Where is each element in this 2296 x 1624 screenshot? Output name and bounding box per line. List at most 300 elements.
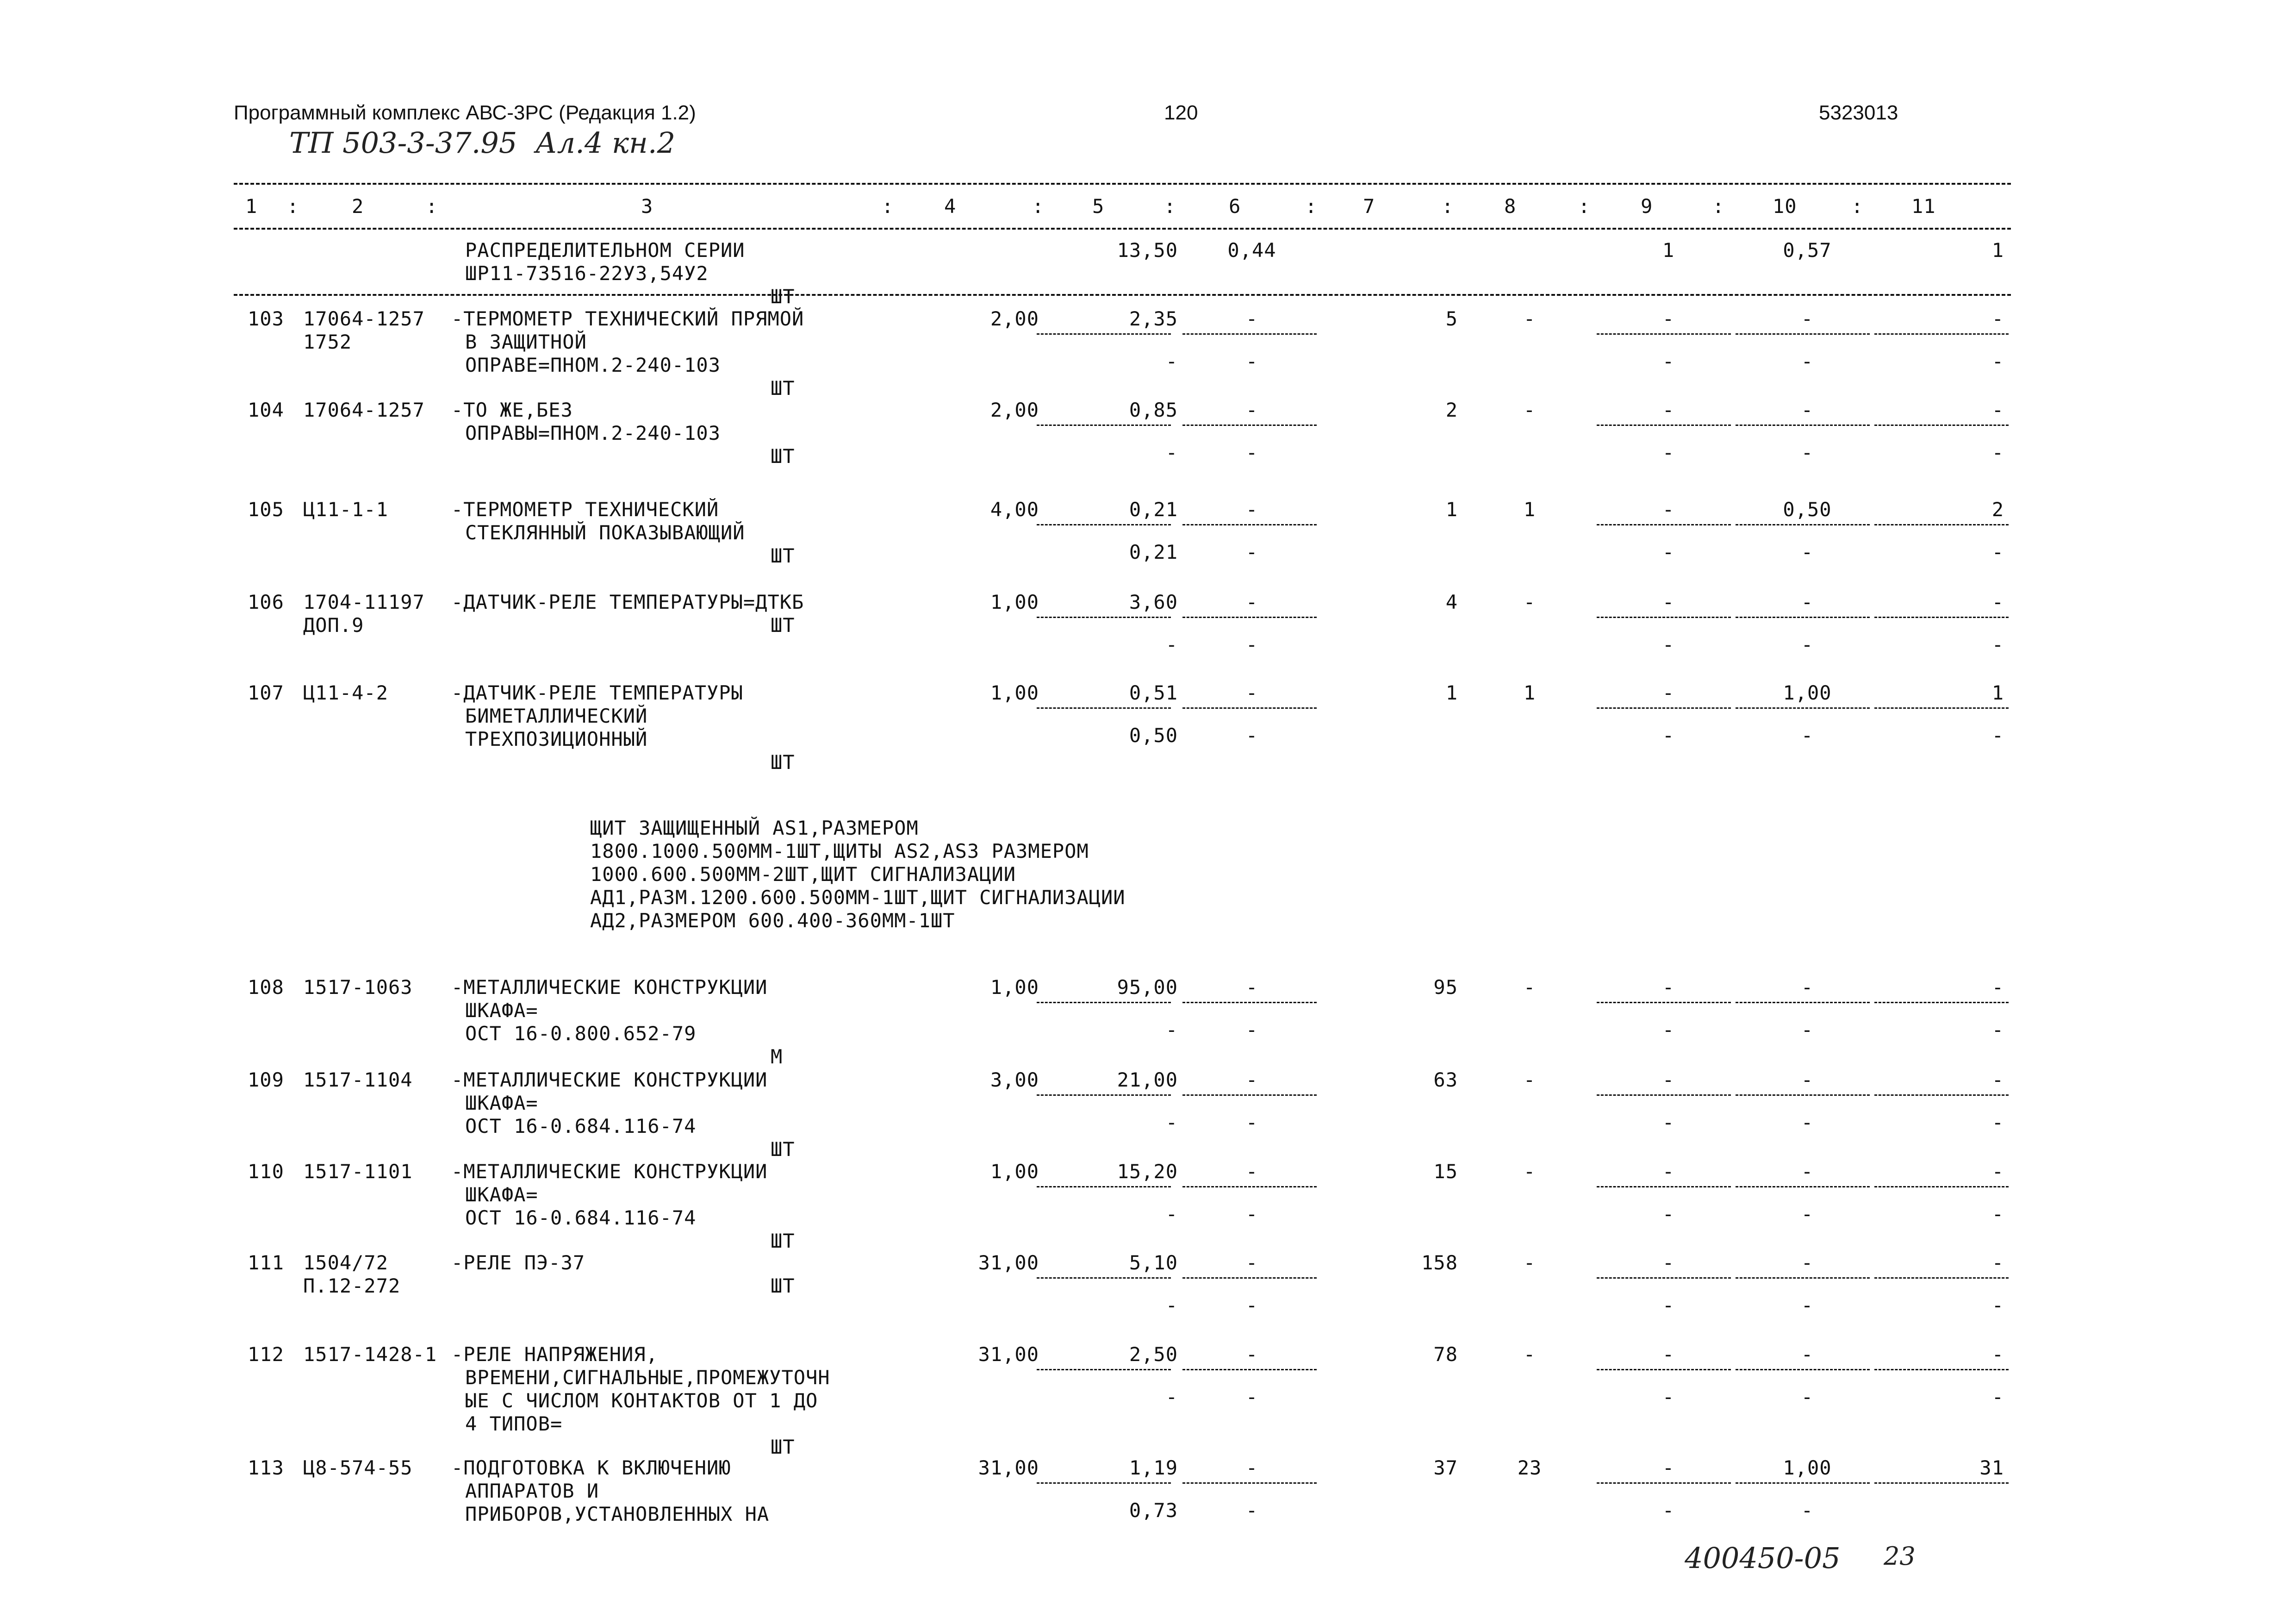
item-code: 17064-1257 xyxy=(303,307,425,330)
cell-c9: - xyxy=(1662,399,1675,421)
cell-rule xyxy=(1182,1094,1317,1096)
cell-c8: - xyxy=(1523,591,1536,613)
cell-c10b: - xyxy=(1801,633,1814,656)
cell-c7: 37 xyxy=(1433,1456,1458,1479)
item-description-line: -ДАТЧИК-РЕЛЕ ТЕМПЕРАТУРЫ xyxy=(451,681,743,704)
item-description-line: ЫЕ С ЧИСЛОМ КОНТАКТОВ ОТ 1 ДО xyxy=(465,1389,818,1412)
cell-c6: - xyxy=(1245,399,1258,421)
item-description-line: СТЕКЛЯННЫЙ ПОКАЗЫВАЮЩИЙ xyxy=(465,521,745,544)
item-description-line: ШР11-73516-22У3,54У2 xyxy=(465,262,709,285)
cell-c11b: - xyxy=(1991,441,2004,464)
row-number: 104 xyxy=(248,399,284,421)
cell-rule xyxy=(1736,333,1870,335)
cell-c10: - xyxy=(1801,591,1814,613)
cell-c4: 1,00 xyxy=(990,681,1039,704)
cell-c8: - xyxy=(1523,307,1536,330)
cell-c6: - xyxy=(1245,681,1258,704)
cell-c4: 3,00 xyxy=(990,1068,1039,1091)
cell-c10b: - xyxy=(1801,1499,1814,1522)
column-header-cell: 10 xyxy=(1773,195,1797,218)
item-code: 1517-1101 xyxy=(303,1160,413,1183)
item-description-line: ПРИБОРОВ,УСТАНОВЛЕННЫХ НА xyxy=(465,1503,770,1525)
cell-rule xyxy=(1736,707,1870,709)
column-header-cell: : xyxy=(1851,195,1864,218)
cell-c10: - xyxy=(1801,1251,1814,1274)
cell-c11b: - xyxy=(1991,1111,2004,1134)
cell-c9: - xyxy=(1662,976,1675,999)
item-description-line: В ЗАЩИТНОЙ xyxy=(465,331,587,353)
cell-c11: 1 xyxy=(1991,239,2004,262)
cell-rule xyxy=(1182,1186,1317,1187)
cell-c11: - xyxy=(1991,1160,2004,1183)
cell-c4: 1,00 xyxy=(990,976,1039,999)
cell-rule xyxy=(1597,333,1731,335)
cell-rule xyxy=(1037,524,1171,525)
cell-c5: 13,50 xyxy=(1117,239,1178,262)
cell-c5b: - xyxy=(1165,350,1178,373)
column-header-cell: 8 xyxy=(1504,195,1517,218)
cell-rule xyxy=(1182,1369,1317,1370)
cell-c4: 1,00 xyxy=(990,591,1039,613)
cell-c7: 1 xyxy=(1445,498,1458,521)
cell-c8: - xyxy=(1523,399,1536,421)
item-description-line: ШКАФА= xyxy=(465,999,538,1022)
document-code: 5323013 xyxy=(1819,101,1898,124)
item-description-line: ОСТ 16-0.684.116-74 xyxy=(465,1206,697,1229)
archive-stamp: 400450-05 xyxy=(1685,1541,1841,1575)
column-header-cell: 6 xyxy=(1229,195,1241,218)
column-header-cell: : xyxy=(1712,195,1725,218)
cell-c8: - xyxy=(1523,976,1536,999)
cell-c6b: - xyxy=(1245,1499,1258,1522)
cell-c10b: - xyxy=(1801,1386,1814,1408)
cell-c5b: - xyxy=(1165,1203,1178,1225)
cell-c10: 0,50 xyxy=(1783,498,1832,521)
cell-c7: 158 xyxy=(1421,1251,1458,1274)
item-description-line: -РЕЛЕ ПЭ-37 xyxy=(451,1251,585,1274)
cell-c4: 31,00 xyxy=(978,1456,1039,1479)
unit-label: ШТ xyxy=(771,1436,795,1458)
item-description-line: -ДАТЧИК-РЕЛЕ ТЕМПЕРАТУРЫ=ДТКБ xyxy=(451,591,804,613)
note-line: АД2,РАЗМЕРОМ 600.400-360ММ-1ШТ xyxy=(590,909,955,932)
cell-c10b: - xyxy=(1801,441,1814,464)
column-header-cell: : xyxy=(287,195,299,218)
cell-c6b: - xyxy=(1245,724,1258,747)
cell-c7: 78 xyxy=(1433,1343,1458,1366)
cell-c6b: - xyxy=(1245,633,1258,656)
page-number: 120 xyxy=(1164,101,1198,124)
cell-c11b: - xyxy=(1991,350,2004,373)
cell-c11: - xyxy=(1991,1068,2004,1091)
cell-c8: - xyxy=(1523,1160,1536,1183)
cell-rule xyxy=(1037,617,1171,618)
cell-rule xyxy=(1736,1277,1870,1279)
cell-c10: 1,00 xyxy=(1783,681,1832,704)
cell-c11: 1 xyxy=(1991,681,2004,704)
cell-rule xyxy=(1736,1094,1870,1096)
cell-c9: - xyxy=(1662,1251,1675,1274)
cell-c8: - xyxy=(1523,1068,1536,1091)
item-description-line: БИМЕТАЛЛИЧЕСКИЙ xyxy=(465,705,648,727)
unit-label: ШТ xyxy=(771,1230,795,1252)
cell-c7: 1 xyxy=(1445,681,1458,704)
cell-c5: 95,00 xyxy=(1117,976,1178,999)
cell-c7: 4 xyxy=(1445,591,1458,613)
item-description-line: 4 ТИПОВ= xyxy=(465,1412,563,1435)
cell-c6b: - xyxy=(1245,1018,1258,1041)
cell-c10b: - xyxy=(1801,1111,1814,1134)
cell-rule xyxy=(1736,1369,1870,1370)
cell-rule xyxy=(1874,1186,2009,1187)
cell-c5: 15,20 xyxy=(1117,1160,1178,1183)
cell-c9: - xyxy=(1662,1456,1675,1479)
cell-rule xyxy=(1874,1002,2009,1003)
cell-c10b: - xyxy=(1801,541,1814,563)
cell-rule xyxy=(1874,425,2009,426)
cell-rule xyxy=(1182,707,1317,709)
cell-c10: - xyxy=(1801,399,1814,421)
cell-c6: - xyxy=(1245,498,1258,521)
cell-rule xyxy=(1597,1369,1731,1370)
item-code: 1517-1428-1 xyxy=(303,1343,437,1366)
cell-c11b: - xyxy=(1991,1018,2004,1041)
cell-c11: 31 xyxy=(1979,1456,2004,1479)
cell-c6b: - xyxy=(1245,350,1258,373)
item-code: Ц11-1-1 xyxy=(303,498,389,521)
column-header-cell: 2 xyxy=(352,195,364,218)
cell-c5: 3,60 xyxy=(1129,591,1178,613)
cell-c6: - xyxy=(1245,1251,1258,1274)
cell-c5: 21,00 xyxy=(1117,1068,1178,1091)
cell-c5: 2,50 xyxy=(1129,1343,1178,1366)
cell-c4: 2,00 xyxy=(990,307,1039,330)
cell-c5b: 0,21 xyxy=(1129,541,1178,563)
cell-c8: - xyxy=(1523,1251,1536,1274)
cell-c6b: - xyxy=(1245,1294,1258,1317)
unit-label: ШТ xyxy=(771,1274,795,1297)
cell-c10b: - xyxy=(1801,1203,1814,1225)
cell-rule xyxy=(1874,617,2009,618)
cell-rule xyxy=(1736,1482,1870,1484)
cell-c5: 2,35 xyxy=(1129,307,1178,330)
cell-c5b: - xyxy=(1165,633,1178,656)
cell-c9b: - xyxy=(1662,541,1675,563)
item-description-line: -МЕТАЛЛИЧЕСКИЕ КОНСТРУКЦИИ xyxy=(451,1160,768,1183)
item-description-line: ВРЕМЕНИ,СИГНАЛЬНЫЕ,ПРОМЕЖУТОЧН xyxy=(465,1366,830,1389)
column-header-cell: : xyxy=(426,195,438,218)
cell-c9: - xyxy=(1662,498,1675,521)
item-code: ДОП.9 xyxy=(303,614,364,637)
cell-c8: - xyxy=(1523,1343,1536,1366)
cell-c11b: - xyxy=(1991,1294,2004,1317)
cell-rule xyxy=(1182,425,1317,426)
cell-c10: - xyxy=(1801,1160,1814,1183)
cell-c10: - xyxy=(1801,1068,1814,1091)
cell-c11: - xyxy=(1991,1251,2004,1274)
cell-rule xyxy=(1037,1482,1171,1484)
cell-c5: 5,10 xyxy=(1129,1251,1178,1274)
cell-c6b: - xyxy=(1245,441,1258,464)
cell-c6: - xyxy=(1245,1160,1258,1183)
table-continuation-rule xyxy=(234,294,2011,296)
column-header-cell: : xyxy=(1305,195,1318,218)
column-header-cell: 1 xyxy=(245,195,258,218)
program-title: Программный комплекс АВС-3РС (Редакция 1.2) xyxy=(234,101,696,124)
cell-c10: - xyxy=(1801,307,1814,330)
item-description-line: -ТО ЖЕ,БЕЗ xyxy=(451,399,573,421)
item-description-line: ШТ xyxy=(771,285,795,308)
cell-c6b: - xyxy=(1245,1203,1258,1225)
cell-c10: - xyxy=(1801,1343,1814,1366)
cell-rule xyxy=(1182,1482,1317,1484)
item-description-line: РАСПРЕДЕЛИТЕЛЬНОМ СЕРИИ xyxy=(465,239,745,262)
row-number: 106 xyxy=(248,591,284,613)
cell-rule xyxy=(1037,1186,1171,1187)
item-code: 17064-1257 xyxy=(303,399,425,421)
cell-c9b: - xyxy=(1662,1386,1675,1408)
cell-rule xyxy=(1874,1094,2009,1096)
item-code: 1752 xyxy=(303,331,352,353)
cell-rule xyxy=(1874,707,2009,709)
cell-c6: - xyxy=(1245,1456,1258,1479)
row-number: 105 xyxy=(248,498,284,521)
item-code: П.12-272 xyxy=(303,1274,401,1297)
cell-rule xyxy=(1597,1277,1731,1279)
cell-c4: 4,00 xyxy=(990,498,1039,521)
cell-c11: - xyxy=(1991,307,2004,330)
column-header-cell: 9 xyxy=(1641,195,1653,218)
cell-rule xyxy=(1037,1277,1171,1279)
table-top-rule xyxy=(234,183,2011,185)
cell-c7: 15 xyxy=(1433,1160,1458,1183)
cell-rule xyxy=(1736,1186,1870,1187)
cell-rule xyxy=(1874,1369,2009,1370)
note-line: АД1,РАЗМ.1200.600.500ММ-1ШТ,ЩИТ СИГНАЛИЗАЦИИ xyxy=(590,886,1126,909)
item-code: Ц11-4-2 xyxy=(303,681,389,704)
note-line: 1800.1000.500ММ-1ШТ,ЩИТЫ AS2,AS3 РАЗМЕРОМ xyxy=(590,840,1089,862)
item-description-line: -МЕТАЛЛИЧЕСКИЕ КОНСТРУКЦИИ xyxy=(451,1068,768,1091)
cell-rule xyxy=(1736,617,1870,618)
item-description-line: ОПРАВЫ=ПНОМ.2-240-103 xyxy=(465,422,721,444)
cell-c7: 63 xyxy=(1433,1068,1458,1091)
cell-c7: 5 xyxy=(1445,307,1458,330)
cell-c5b: - xyxy=(1165,441,1178,464)
cell-c7: 2 xyxy=(1445,399,1458,421)
item-description-line: -ПОДГОТОВКА К ВКЛЮЧЕНИЮ xyxy=(451,1456,731,1479)
cell-rule xyxy=(1037,425,1171,426)
cell-c7: 95 xyxy=(1433,976,1458,999)
cell-rule xyxy=(1597,524,1731,525)
cell-c6: 0,44 xyxy=(1227,239,1276,262)
page-mark: 23 xyxy=(1884,1542,1916,1571)
cell-c6b: - xyxy=(1245,541,1258,563)
cell-c5: 0,51 xyxy=(1129,681,1178,704)
unit-label: ШТ xyxy=(771,1138,795,1161)
cell-c5b: 0,50 xyxy=(1129,724,1178,747)
cell-rule xyxy=(1597,1002,1731,1003)
cell-c10b: - xyxy=(1801,1294,1814,1317)
cell-c11: - xyxy=(1991,1343,2004,1366)
cell-rule xyxy=(1736,425,1870,426)
item-description-line: АППАРАТОВ И xyxy=(465,1480,599,1502)
cell-rule xyxy=(1182,617,1317,618)
cell-rule xyxy=(1874,1277,2009,1279)
cell-c8: 1 xyxy=(1523,681,1536,704)
cell-c6: - xyxy=(1245,976,1258,999)
column-header-cell: 7 xyxy=(1363,195,1375,218)
column-header-cell: 3 xyxy=(641,195,653,218)
item-description-line: -РЕЛЕ НАПРЯЖЕНИЯ, xyxy=(451,1343,658,1366)
cell-c11: - xyxy=(1991,976,2004,999)
cell-c10: - xyxy=(1801,976,1814,999)
cell-c11b: - xyxy=(1991,1386,2004,1408)
note-line: ЩИТ ЗАЩИЩЕННЫЙ AS1,РАЗМЕРОМ xyxy=(590,817,919,839)
cell-c9b: - xyxy=(1662,633,1675,656)
cell-rule xyxy=(1736,1002,1870,1003)
cell-rule xyxy=(1597,1094,1731,1096)
unit-label: ШТ xyxy=(771,377,795,400)
cell-c9: 1 xyxy=(1662,239,1675,262)
handwritten-project-ref: ТП 503-3-37.95 Ал.4 кн.2 xyxy=(289,126,676,160)
cell-rule xyxy=(1597,707,1731,709)
cell-rule xyxy=(1037,1002,1171,1003)
cell-c6b: - xyxy=(1245,1111,1258,1134)
item-description-line: ОСТ 16-0.684.116-74 xyxy=(465,1115,697,1137)
cell-c11b: - xyxy=(1991,724,2004,747)
cell-c9: - xyxy=(1662,1160,1675,1183)
row-number: 112 xyxy=(248,1343,284,1366)
cell-c5b: - xyxy=(1165,1294,1178,1317)
column-header-cell: 11 xyxy=(1911,195,1936,218)
cell-c9b: - xyxy=(1662,1499,1675,1522)
cell-rule xyxy=(1597,617,1731,618)
cell-c11: - xyxy=(1991,399,2004,421)
column-header-cell: : xyxy=(1032,195,1045,218)
cell-rule xyxy=(1874,524,2009,525)
item-description-line: ШКАФА= xyxy=(465,1092,538,1114)
column-header-cell: : xyxy=(1442,195,1454,218)
item-description-line: -МЕТАЛЛИЧЕСКИЕ КОНСТРУКЦИИ xyxy=(451,976,768,999)
cell-c5b: 0,73 xyxy=(1129,1499,1178,1522)
cell-c9b: - xyxy=(1662,1294,1675,1317)
unit-label: ШТ xyxy=(771,751,795,774)
column-header-cell: 4 xyxy=(944,195,957,218)
cell-rule xyxy=(1736,524,1870,525)
cell-rule xyxy=(1874,1482,2009,1484)
cell-c9b: - xyxy=(1662,1018,1675,1041)
item-description-line: ОСТ 16-0.800.652-79 xyxy=(465,1022,697,1045)
cell-c6b: - xyxy=(1245,1386,1258,1408)
cell-c9b: - xyxy=(1662,1203,1675,1225)
unit-label: М xyxy=(771,1045,783,1068)
cell-rule xyxy=(1182,1002,1317,1003)
cell-rule xyxy=(1597,425,1731,426)
table-header-rule xyxy=(234,228,2011,230)
cell-c9b: - xyxy=(1662,441,1675,464)
item-code: Ц8-574-55 xyxy=(303,1456,413,1479)
cell-c11: - xyxy=(1991,591,2004,613)
cell-c9: - xyxy=(1662,681,1675,704)
row-number: 108 xyxy=(248,976,284,999)
row-number: 107 xyxy=(248,681,284,704)
cell-c11: 2 xyxy=(1991,498,2004,521)
cell-rule xyxy=(1037,1369,1171,1370)
cell-c6: - xyxy=(1245,1343,1258,1366)
item-code: 1504/72 xyxy=(303,1251,389,1274)
cell-c5: 0,85 xyxy=(1129,399,1178,421)
cell-rule xyxy=(1874,333,2009,335)
cell-c6: - xyxy=(1245,1068,1258,1091)
cell-rule xyxy=(1597,1186,1731,1187)
cell-rule xyxy=(1182,1277,1317,1279)
item-code: 1517-1104 xyxy=(303,1068,413,1091)
item-description-line: -ТЕРМОМЕТР ТЕХНИЧЕСКИЙ ПРЯМОЙ xyxy=(451,307,804,330)
cell-rule xyxy=(1037,333,1171,335)
cell-c8: 1 xyxy=(1523,498,1536,521)
cell-c5b: - xyxy=(1165,1018,1178,1041)
cell-rule xyxy=(1182,333,1317,335)
cell-c10: 0,57 xyxy=(1783,239,1832,262)
row-number: 109 xyxy=(248,1068,284,1091)
cell-c5: 0,21 xyxy=(1129,498,1178,521)
cell-c9: - xyxy=(1662,1343,1675,1366)
row-number: 113 xyxy=(248,1456,284,1479)
cell-c9b: - xyxy=(1662,724,1675,747)
cell-c4: 31,00 xyxy=(978,1343,1039,1366)
cell-c4: 31,00 xyxy=(978,1251,1039,1274)
cell-c10b: - xyxy=(1801,1018,1814,1041)
cell-c5: 1,19 xyxy=(1129,1456,1178,1479)
column-header-cell: : xyxy=(1578,195,1591,218)
cell-c6: - xyxy=(1245,307,1258,330)
cell-c4: 2,00 xyxy=(990,399,1039,421)
cell-c9: - xyxy=(1662,591,1675,613)
item-code: 1517-1063 xyxy=(303,976,413,999)
row-number: 103 xyxy=(248,307,284,330)
cell-rule xyxy=(1037,707,1171,709)
unit-label: ШТ xyxy=(771,614,795,637)
column-header-cell: : xyxy=(1164,195,1176,218)
cell-c9b: - xyxy=(1662,350,1675,373)
column-header-cell: 5 xyxy=(1092,195,1105,218)
unit-label: ШТ xyxy=(771,445,795,468)
cell-c5b: - xyxy=(1165,1111,1178,1134)
note-line: 1000.600.500ММ-2ШТ,ЩИТ СИГНАЛИЗАЦИИ xyxy=(590,863,1016,886)
cell-c5b: - xyxy=(1165,1386,1178,1408)
item-code: 1704-11197 xyxy=(303,591,425,613)
unit-label: ШТ xyxy=(771,544,795,567)
cell-c10: 1,00 xyxy=(1783,1456,1832,1479)
column-header-cell: : xyxy=(882,195,894,218)
cell-c9: - xyxy=(1662,307,1675,330)
cell-c11b: - xyxy=(1991,633,2004,656)
row-number: 111 xyxy=(248,1251,284,1274)
cell-c10b: - xyxy=(1801,350,1814,373)
cell-c10b: - xyxy=(1801,724,1814,747)
cell-c11b: - xyxy=(1991,1203,2004,1225)
cell-c11b: - xyxy=(1991,541,2004,563)
cell-c8: 23 xyxy=(1517,1456,1542,1479)
item-description-line: ТРЕХПОЗИЦИОННЫЙ xyxy=(465,728,648,750)
cell-c6: - xyxy=(1245,591,1258,613)
cell-rule xyxy=(1182,524,1317,525)
item-description-line: -ТЕРМОМЕТР ТЕХНИЧЕСКИЙ xyxy=(451,498,719,521)
cell-c4: 1,00 xyxy=(990,1160,1039,1183)
cell-c9b: - xyxy=(1662,1111,1675,1134)
row-number: 110 xyxy=(248,1160,284,1183)
cell-rule xyxy=(1597,1482,1731,1484)
item-description-line: ШКАФА= xyxy=(465,1183,538,1206)
